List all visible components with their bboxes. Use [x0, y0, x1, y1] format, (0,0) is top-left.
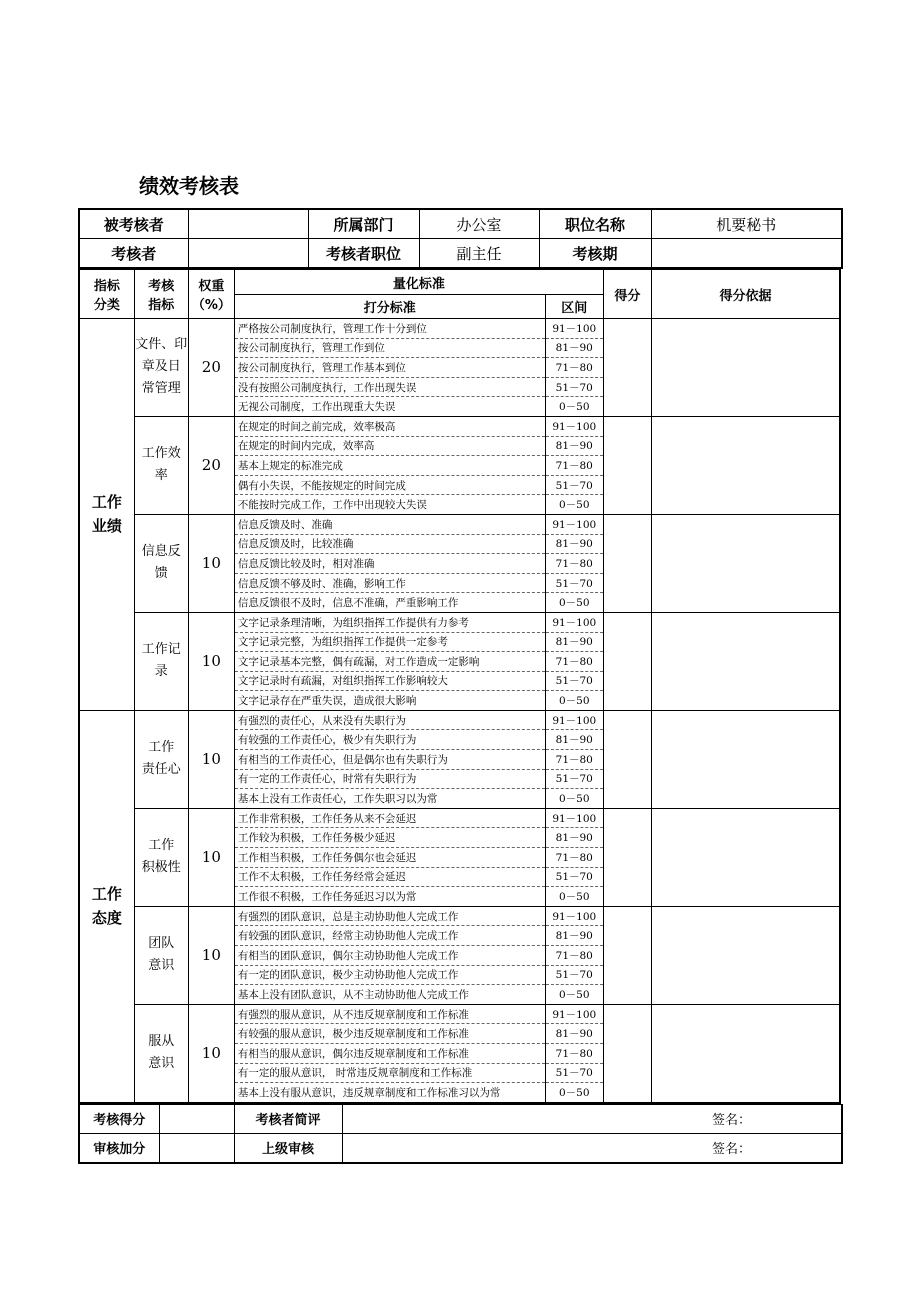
range-text: 71－80 [545, 554, 603, 574]
col-header-weight-line1: 权重 [198, 279, 225, 294]
criteria-text: 有一定的工作责任心，时常有失职行为 [234, 769, 545, 789]
category-line: 工作 [91, 493, 122, 512]
criteria-row [79, 319, 840, 339]
indicator-cell [134, 1004, 188, 1102]
range-text: 81－90 [545, 1024, 603, 1044]
criteria-text: 信息反馈很不及时，信息不准确，严重影响工作 [234, 593, 545, 613]
criteria-text: 有较强的工作责任心，极少有失职行为 [234, 730, 545, 750]
col-header-quant: 量化标准 [234, 270, 603, 295]
summary-table [78, 1104, 843, 1164]
criteria-text: 基本上没有工作责任心，工作失职习以为常 [234, 789, 545, 809]
criteria-text: 有相当的服从意识，偶尔违反规章制度和工作标准 [234, 1043, 545, 1063]
range-text: 0－50 [545, 985, 603, 1005]
range-text: 0－50 [545, 397, 603, 417]
range-text: 81－90 [545, 632, 603, 652]
criteria-text: 工作较为积极，工作任务极少延迟 [234, 828, 545, 848]
score-cell[interactable] [603, 319, 651, 417]
examiner-field[interactable] [188, 239, 308, 269]
score-field[interactable] [159, 1104, 234, 1133]
criteria-text: 基本上没有服从意识，违反规章制度和工作标准习以为常 [234, 1083, 545, 1103]
range-text: 71－80 [545, 652, 603, 672]
score-cell[interactable] [603, 808, 651, 906]
indicator-line: 章及日 [141, 359, 181, 375]
weight-cell: 10 [188, 514, 234, 612]
indicator-line: 信息反 [141, 544, 181, 560]
dept-field[interactable]: 办公室 [419, 209, 539, 239]
comment-signature-field[interactable]: 签名： [342, 1104, 842, 1133]
indicator-line: 率 [154, 468, 168, 484]
criteria-text: 有一定的服从意识， 时常违反规章制度和工作标准 [234, 1063, 545, 1083]
basis-cell[interactable] [651, 1004, 840, 1102]
criteria-text: 文字记录时有疏漏，对组织指挥工作影响较大 [234, 671, 545, 691]
col-header-category-line2: 分类 [93, 298, 120, 313]
criteria-text: 有一定的团队意识，极少主动协助他人完成工作 [234, 965, 545, 985]
range-text: 81－90 [545, 338, 603, 358]
criteria-row [79, 710, 840, 730]
criteria-text: 在规定的时间之前完成，效率极高 [234, 416, 545, 436]
range-text: 0－50 [545, 593, 603, 613]
range-text: 71－80 [545, 946, 603, 966]
period-label: 考核期 [539, 239, 651, 269]
examiner-position-field[interactable]: 副主任 [419, 239, 539, 269]
range-text: 91－100 [545, 906, 603, 926]
range-text: 71－80 [545, 456, 603, 476]
criteria-row [79, 416, 840, 436]
criteria-text: 有相当的工作责任心，但是偶尔也有失职行为 [234, 750, 545, 770]
weight-cell: 20 [188, 319, 234, 417]
criteria-text: 按公司制度执行，管理工作到位 [234, 338, 545, 358]
criteria-row [79, 612, 840, 632]
indicator-line: 工作效 [141, 446, 181, 462]
score-cell[interactable] [603, 906, 651, 1004]
indicator-line: 服从 [148, 1034, 175, 1050]
col-header-indicator-line2: 指标 [148, 298, 175, 313]
range-text: 51－70 [545, 867, 603, 887]
criteria-text: 工作非常积极，工作任务从来不会延迟 [234, 808, 545, 828]
indicator-cell [134, 808, 188, 906]
examinee-label: 被考核者 [79, 209, 188, 239]
indicator-line: 常管理 [141, 381, 181, 397]
range-text: 0－50 [545, 691, 603, 711]
criteria-text: 有强烈的责任心，从来没有失职行为 [234, 710, 545, 730]
criteria-text: 按公司制度执行，管理工作基本到位 [234, 358, 545, 378]
indicator-line: 文件、印 [135, 337, 188, 353]
range-text: 91－100 [545, 808, 603, 828]
range-text: 81－90 [545, 534, 603, 554]
criteria-text: 有较强的服从意识，极少违反规章制度和工作标准 [234, 1024, 545, 1044]
range-text: 0－50 [545, 887, 603, 907]
col-header-weight-line2: （%） [191, 298, 231, 313]
bonus-field[interactable] [159, 1133, 234, 1163]
criteria-row [79, 808, 840, 828]
weight-cell: 10 [188, 808, 234, 906]
col-header-basis: 得分依据 [651, 270, 840, 319]
indicator-cell [134, 612, 188, 710]
col-header-indicator-line1: 考核 [148, 279, 175, 294]
range-text: 51－70 [545, 965, 603, 985]
page-title: 绩效考核表 [139, 174, 239, 198]
basis-cell[interactable] [651, 906, 840, 1004]
appraisal-form [78, 208, 841, 1164]
info-table [78, 208, 843, 269]
weight-cell: 10 [188, 710, 234, 808]
dept-label: 所属部门 [308, 209, 419, 239]
score-cell[interactable] [603, 1004, 651, 1102]
range-text: 81－90 [545, 436, 603, 456]
period-field[interactable] [651, 239, 842, 269]
indicator-line: 工作 [148, 838, 175, 854]
basis-cell[interactable] [651, 612, 840, 710]
range-text: 51－70 [545, 377, 603, 397]
criteria-text: 严格按公司制度执行，管理工作十分到位 [234, 319, 545, 339]
examiner-position-label: 考核者职位 [308, 239, 419, 269]
weight-cell: 10 [188, 612, 234, 710]
range-text: 71－80 [545, 750, 603, 770]
indicator-cell [134, 710, 188, 808]
superior-label: 上级审核 [234, 1133, 342, 1163]
criteria-text: 无视公司制度，工作出现重大失误 [234, 397, 545, 417]
indicator-line: 团队 [148, 936, 175, 952]
criteria-text: 有较强的团队意识，经常主动协助他人完成工作 [234, 926, 545, 946]
criteria-text: 信息反馈比较及时，相对准确 [234, 554, 545, 574]
weight-cell: 20 [188, 416, 234, 514]
criteria-text: 基本上没有团队意识，从不主动协助他人完成工作 [234, 985, 545, 1005]
basis-cell[interactable] [651, 514, 840, 612]
criteria-text: 工作不太积极，工作任务经常会延迟 [234, 867, 545, 887]
score-cell[interactable] [603, 514, 651, 612]
criteria-text: 有强烈的团队意识，总是主动协助他人完成工作 [234, 906, 545, 926]
indicator-cell [134, 319, 188, 417]
indicator-cell [134, 514, 188, 612]
criteria-text: 文字记录存在严重失误，造成很大影响 [234, 691, 545, 711]
criteria-text: 信息反馈及时，比较准确 [234, 534, 545, 554]
criteria-text: 没有按照公司制度执行，工作出现失误 [234, 377, 545, 397]
range-text: 71－80 [545, 1043, 603, 1063]
range-text: 81－90 [545, 828, 603, 848]
range-text: 51－70 [545, 1063, 603, 1083]
criteria-text: 信息反馈及时、准确 [234, 514, 545, 534]
position-field[interactable]: 机要秘书 [651, 209, 842, 239]
range-text: 51－70 [545, 769, 603, 789]
category-line: 工作 [91, 885, 122, 904]
basis-cell[interactable] [651, 319, 840, 417]
range-text: 91－100 [545, 710, 603, 730]
comment-label: 考核者简评 [234, 1104, 342, 1133]
range-text: 91－100 [545, 514, 603, 534]
indicator-line: 意识 [148, 1056, 175, 1072]
criteria-text: 文字记录完整，为组织指挥工作提供一定参考 [234, 632, 545, 652]
bonus-label: 审核加分 [79, 1133, 159, 1163]
range-text: 0－50 [545, 495, 603, 515]
indicator-line: 责任心 [141, 762, 181, 778]
col-header-indicator [134, 270, 188, 319]
criteria-text: 在规定的时间内完成，效率高 [234, 436, 545, 456]
range-text: 81－90 [545, 730, 603, 750]
indicator-line: 工作 [148, 740, 175, 756]
criteria-row [79, 1004, 840, 1024]
criteria-text: 基本上规定的标准完成 [234, 456, 545, 476]
position-label: 职位名称 [539, 209, 651, 239]
criteria-text: 文字记录基本完整，偶有疏漏，对工作造成一定影响 [234, 652, 545, 672]
superior-signature-field[interactable]: 签名： [342, 1133, 842, 1163]
indicator-line: 意识 [148, 958, 175, 974]
score-cell[interactable] [603, 612, 651, 710]
criteria-text: 文字记录条理清晰，为组织指挥工作提供有力参考 [234, 612, 545, 632]
indicator-line: 积极性 [141, 860, 181, 876]
col-header-score: 得分 [603, 270, 651, 319]
indicator-line: 馈 [154, 566, 168, 582]
range-text: 81－90 [545, 926, 603, 946]
criteria-text: 偶有小失误，不能按规定的时间完成 [234, 475, 545, 495]
col-header-range: 区间 [545, 295, 603, 319]
col-header-category-line1: 指标 [93, 279, 120, 294]
criteria-text: 信息反馈不够及时、准确，影响工作 [234, 573, 545, 593]
criteria-text: 有强烈的服从意识，从不违反规章制度和工作标准 [234, 1004, 545, 1024]
category-cell [79, 710, 134, 1102]
category-line: 态度 [91, 909, 122, 928]
range-text: 91－100 [545, 319, 603, 339]
range-text: 71－80 [545, 848, 603, 868]
examiner-label: 考核者 [79, 239, 188, 269]
indicator-cell [134, 906, 188, 1004]
category-line: 业绩 [91, 517, 122, 536]
basis-cell[interactable] [651, 416, 840, 514]
criteria-row [79, 906, 840, 926]
indicator-line: 录 [154, 664, 168, 680]
col-header-category [79, 270, 134, 319]
col-header-weight [188, 270, 234, 319]
range-text: 0－50 [545, 789, 603, 809]
score-cell[interactable] [603, 416, 651, 514]
range-text: 71－80 [545, 358, 603, 378]
criteria-text: 有相当的团队意识，偶尔主动协助他人完成工作 [234, 946, 545, 966]
range-text: 91－100 [545, 612, 603, 632]
indicator-line: 工作记 [141, 642, 181, 658]
criteria-text: 工作很不积极，工作任务延迟习以为常 [234, 887, 545, 907]
range-text: 0－50 [545, 1083, 603, 1103]
range-text: 51－70 [545, 475, 603, 495]
category-cell [79, 319, 134, 711]
indicator-cell [134, 416, 188, 514]
weight-cell: 10 [188, 906, 234, 1004]
scoring-table [78, 269, 841, 1104]
score-cell[interactable] [603, 710, 651, 808]
basis-cell[interactable] [651, 808, 840, 906]
examinee-field[interactable] [188, 209, 308, 239]
col-header-criteria: 打分标准 [234, 295, 545, 319]
range-text: 91－100 [545, 416, 603, 436]
criteria-text: 不能按时完成工作，工作中出现较大失误 [234, 495, 545, 515]
criteria-row [79, 514, 840, 534]
score-label: 考核得分 [79, 1104, 159, 1133]
criteria-text: 工作相当积极，工作任务偶尔也会延迟 [234, 848, 545, 868]
weight-cell: 10 [188, 1004, 234, 1102]
range-text: 51－70 [545, 573, 603, 593]
range-text: 91－100 [545, 1004, 603, 1024]
basis-cell[interactable] [651, 710, 840, 808]
range-text: 51－70 [545, 671, 603, 691]
